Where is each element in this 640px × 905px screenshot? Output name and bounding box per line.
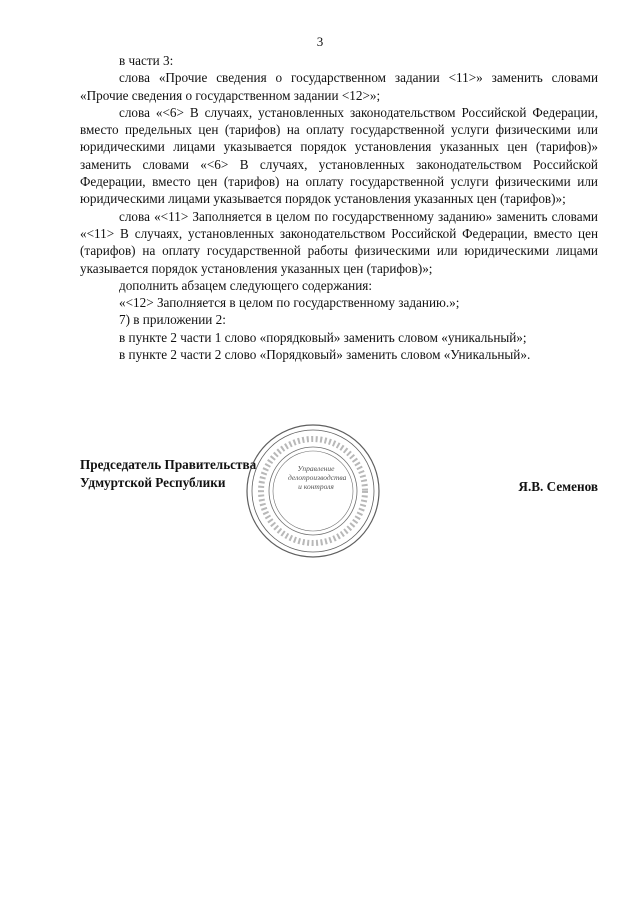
stamp-seal-icon xyxy=(244,422,382,560)
paragraph: в пункте 2 части 1 слово «порядковый» заменить словом «уникальный»; xyxy=(119,329,527,345)
signatory-title xyxy=(80,456,256,491)
signatory-name: Я.В. Семенов xyxy=(518,479,598,494)
signature-block xyxy=(80,452,598,562)
paragraph: слова «<6> В случаях, установленных законодательством Российской Федерации, вместо предельных цен (тарифов) на оплату государственной услуги физическими или юридическими лицами указывается порядок установления указанных цен (тарифов)» заменить словами «<6> В случаях, установленных законодательством Российской Федерации, вместо цен (тарифов) на оплату государственной услуги физическими или юридическими лицами указывается порядок установления указанных цен (тарифов)»; xyxy=(80,104,598,207)
signatory-title-line: Председатель Правительства xyxy=(80,457,257,472)
signatory-title-line: Удмуртской Республики xyxy=(80,474,226,490)
page-number: 3 xyxy=(316,34,324,49)
paragraph: слова «<11> Заполняется в целом по государственному заданию» заменить словами «<11> В случаях, установленных законодательством Российской Федерации, вместо цен (тарифов) на оплату государственной работы физическими или юридическими лицами указывается порядок установления указанных цен (тарифов)»; xyxy=(80,208,598,276)
document-body xyxy=(80,52,598,363)
paragraph: 7) в приложении 2: xyxy=(119,312,226,328)
paragraph: «<12> Заполняется в целом по государственному заданию.»; xyxy=(119,295,460,311)
paragraph: дополнить абзацем следующего содержания: xyxy=(119,277,373,293)
official-stamp xyxy=(244,422,382,560)
stamp-line: Управление xyxy=(297,464,335,473)
paragraph: в пункте 2 части 2 слово «Порядковый» заменить словом «Уникальный». xyxy=(119,347,531,363)
paragraph: в части 3: xyxy=(119,53,174,68)
paragraph: слова «Прочие сведения о государственном задании <11>» заменить словами «Прочие сведения о государственном задании <12>»; xyxy=(80,70,598,103)
stamp-line: делопроизводства xyxy=(288,473,347,482)
stamp-line: и контроля xyxy=(298,482,334,491)
stamp-inner-text xyxy=(288,464,347,491)
